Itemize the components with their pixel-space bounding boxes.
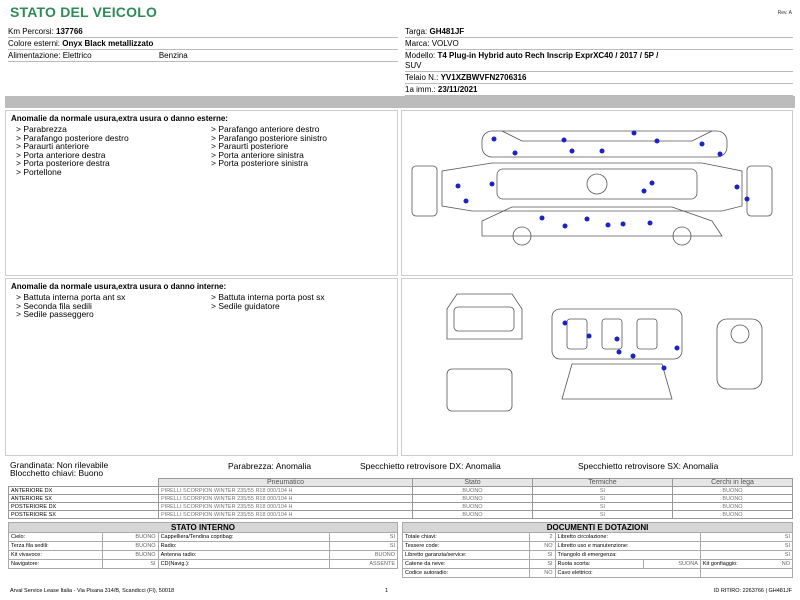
cell-value: BUONO xyxy=(103,542,159,551)
table-row xyxy=(403,533,793,542)
tire-winter: SI xyxy=(533,495,673,503)
tires-header-cerchi: Cerchi in lega xyxy=(673,479,793,487)
cell-label: Radio: xyxy=(158,542,330,551)
km-value: 137766 xyxy=(56,27,83,36)
marca-row xyxy=(405,38,793,50)
cell-label: Ruota scorta: xyxy=(555,560,643,569)
damage-item: > Sedile guidatore xyxy=(211,300,280,311)
tire-position: ANTERIORE DX xyxy=(9,487,159,495)
marca-value: VOLVO xyxy=(431,39,459,48)
damage-item: > Parafango posteriore sinistro xyxy=(211,132,327,143)
damage-item: > Porta anteriore sinistra xyxy=(211,149,304,160)
tire-model: PIRELLI SCORPION WINTER 235/55 R18 000/104 H xyxy=(159,511,413,519)
table-row xyxy=(403,569,793,578)
cell-value: NO xyxy=(530,542,555,551)
internal-damage-list-2 xyxy=(211,293,325,310)
cell-value: 2 xyxy=(530,533,555,542)
cell-label: Libretto uso e manutenzione: xyxy=(555,542,700,551)
revision-label: Rev. A xyxy=(777,10,792,16)
cell-value xyxy=(700,569,792,578)
stato-interno-table xyxy=(8,522,398,569)
tire-rims: BUONO xyxy=(673,495,793,503)
tire-rims: BUONO xyxy=(673,503,793,511)
table-row xyxy=(403,551,793,560)
damage-item: > Parafango posteriore destro xyxy=(16,132,129,143)
table-row xyxy=(9,495,793,503)
cell-value: ASSENTE xyxy=(330,560,398,569)
internal-damage-panel xyxy=(5,278,398,456)
tire-winter: SI xyxy=(533,487,673,495)
imm-label: 1a imm.: xyxy=(405,85,436,94)
damage-item: > Paraurti posteriore xyxy=(211,141,289,151)
cell-value: SI xyxy=(330,542,398,551)
damage-item: > Battuta interna porta ant sx xyxy=(16,292,126,302)
tire-position: POSTERIORE SX xyxy=(9,511,159,519)
targa-row xyxy=(405,26,793,38)
table-row xyxy=(9,487,793,495)
tire-winter: SI xyxy=(533,511,673,519)
tire-model: PIRELLI SCORPION WINTER 235/55 R18 000/104 H xyxy=(159,503,413,511)
cell-value: NO xyxy=(530,569,555,578)
color-label: Colore esterni: xyxy=(8,39,61,48)
cell-label: Tessere code: xyxy=(403,542,530,551)
damage-item: > Seconda fila sedili xyxy=(16,300,92,311)
specchietto-sx-text: Specchietto retrovisore SX: Anomalia xyxy=(578,461,719,471)
internal-damage-list-1 xyxy=(16,293,125,319)
internal-damage-title: Anomalie da normale usura,extra usura o danno interne: xyxy=(11,282,227,291)
cell-value: SI xyxy=(330,533,398,542)
modello-value: T4 Plug-in Hybrid auto Rech Inscrip ExprXC40 / 2017 / 5P / xyxy=(437,51,659,60)
fuel-label: Alimentazione: Elettrico xyxy=(8,51,92,60)
km-label: Km Percorsi: xyxy=(8,27,54,36)
cell-label: Cielo: xyxy=(9,533,103,542)
imm-row xyxy=(405,84,793,96)
cell-label: Triangolo di emergenza: xyxy=(555,551,700,560)
cell-label: Codice autoradio: xyxy=(403,569,530,578)
documenti-table xyxy=(402,522,793,578)
tire-rims: BUONO xyxy=(673,487,793,495)
damage-item: > Porta posteriore destra xyxy=(16,158,110,168)
cell-value: SI xyxy=(530,560,555,569)
km-row xyxy=(8,26,398,38)
footer-page-number: 1 xyxy=(385,588,389,594)
table-row xyxy=(9,533,398,542)
car-interior-diagram xyxy=(402,279,794,457)
color-value: Onyx Black metallizzato xyxy=(62,39,154,48)
damage-item: > Porta anteriore destra xyxy=(16,149,106,160)
stato-interno-title: STATO INTERNO xyxy=(9,523,398,533)
cell-value: SUONA xyxy=(643,560,700,569)
cell-value: BUONO xyxy=(103,551,159,560)
tires-header-pneumatico: Pneumatico xyxy=(159,479,413,487)
cell-label: Totale chiavi: xyxy=(403,533,530,542)
tire-winter: SI xyxy=(533,503,673,511)
cell-label: Libretto circolazione: xyxy=(555,533,700,542)
cell-label xyxy=(700,560,792,569)
specchietto-dx-text: Specchietto retrovisore DX: Anomalia xyxy=(360,461,501,471)
section-divider xyxy=(5,96,795,108)
footer-address: Arval Service Lease Italia - Via Pisana 314/B, Scandicci (FI), 50018 xyxy=(10,588,175,594)
modello-cont-row xyxy=(405,60,793,72)
tire-state: BUONO xyxy=(413,511,533,519)
cell-value: SI xyxy=(700,551,792,560)
tire-model: PIRELLI SCORPION WINTER 235/55 R18 000/104 H xyxy=(159,495,413,503)
external-diagram-panel xyxy=(401,110,793,276)
tires-header-stato: Stato xyxy=(413,479,533,487)
page-title: STATO DEL VEICOLO xyxy=(10,4,158,20)
table-row xyxy=(9,511,793,519)
damage-item: > Parabrezza xyxy=(16,124,67,134)
external-damage-list-2 xyxy=(211,125,327,168)
tires-header-termiche: Termiche xyxy=(533,479,673,487)
internal-diagram-panel xyxy=(401,278,793,456)
cell-label: CD(Navig.): xyxy=(158,560,330,569)
damage-item: > Portellone xyxy=(16,166,62,177)
grandinata-text: Grandinata: Non rilevabile xyxy=(10,460,109,470)
table-row xyxy=(403,542,793,551)
kit-label: Kit gonfiaggio: xyxy=(702,561,738,567)
footer-id: ID RITIRO: 2263766 | GH481JF xyxy=(713,588,792,594)
modello-label: Modello: xyxy=(405,51,436,60)
color-row xyxy=(8,38,398,50)
tires-header xyxy=(9,479,793,487)
damage-item: > Parafango anteriore destro xyxy=(211,124,320,134)
telaio-row xyxy=(405,72,793,84)
tire-position: ANTERIORE SX xyxy=(9,495,159,503)
kit-value: NO xyxy=(781,561,790,567)
fuel-row xyxy=(8,50,398,62)
cell-value: SI xyxy=(700,533,792,542)
table-row xyxy=(403,560,793,569)
tires-header-empty xyxy=(9,479,159,487)
tire-model: PIRELLI SCORPION WINTER 235/55 R18 000/104 H xyxy=(159,487,413,495)
external-damage-list-1 xyxy=(16,125,129,176)
blocchetto-text: Blocchetto chiavi: Buono xyxy=(10,468,104,478)
external-damage-title: Anomalie da normale usura,extra usura o danno esterne: xyxy=(11,114,228,123)
summary-left xyxy=(10,461,108,477)
cell-label: Catene da neve: xyxy=(403,560,530,569)
cell-label: Navigatore: xyxy=(9,560,103,569)
cell-label: Kit vivavoce: xyxy=(9,551,103,560)
table-row xyxy=(9,551,398,560)
tire-state: BUONO xyxy=(413,503,533,511)
cell-label: Antenna radio: xyxy=(158,551,330,560)
cell-value: SI xyxy=(700,542,792,551)
table-row xyxy=(9,542,398,551)
damage-item: > Porta posteriore sinistra xyxy=(211,158,309,168)
cell-value: BUONO xyxy=(103,533,159,542)
tire-state: BUONO xyxy=(413,487,533,495)
cell-value: SI xyxy=(103,560,159,569)
documenti-title: DOCUMENTI E DOTAZIONI xyxy=(403,523,793,533)
cell-value: BUONO xyxy=(330,551,398,560)
tire-state: BUONO xyxy=(413,495,533,503)
targa-label: Targa: xyxy=(405,27,428,36)
damage-item: > Sedile passeggero xyxy=(16,309,94,319)
tires-table xyxy=(8,478,793,519)
cell-label: Libretto garanzia/service: xyxy=(403,551,530,560)
telaio-value: YV1XZBWVFN2706316 xyxy=(440,73,527,82)
tire-position: POSTERIORE DX xyxy=(9,503,159,511)
table-row xyxy=(9,503,793,511)
modello-cont: SUV xyxy=(405,61,422,70)
damage-item: > Paraurti anteriore xyxy=(16,141,89,151)
marca-label: Marca: xyxy=(405,39,430,48)
external-damage-panel xyxy=(5,110,398,276)
cell-label: Cavo elettrico: xyxy=(555,569,700,578)
damage-item: > Battuta interna porta post sx xyxy=(211,292,325,302)
imm-value: 23/11/2021 xyxy=(437,85,478,94)
fuel-value: Benzina xyxy=(158,51,188,60)
cell-label: Cappelliera/Tendina copribag: xyxy=(158,533,330,542)
car-exterior-diagram xyxy=(402,111,794,277)
table-row xyxy=(9,560,398,569)
parabrezza-text: Parabrezza: Anomalia xyxy=(228,461,312,471)
telaio-label: Telaio N.: xyxy=(405,73,439,82)
cell-value: SI xyxy=(530,551,555,560)
tire-rims: BUONO xyxy=(673,511,793,519)
targa-value: GH481JF xyxy=(429,27,465,36)
cell-label: Terza fila sedili: xyxy=(9,542,103,551)
